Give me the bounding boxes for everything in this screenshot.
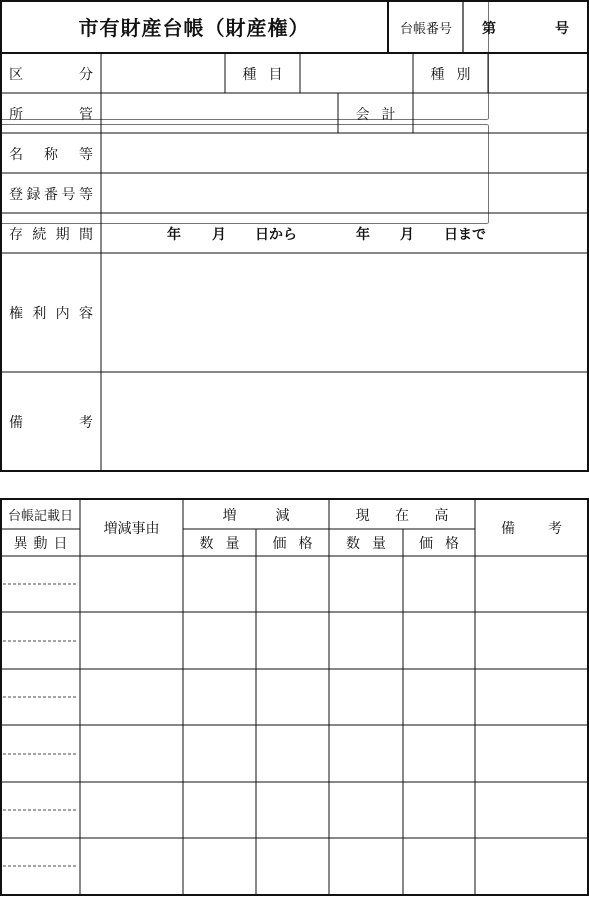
label-shubetsu: 種 別 — [430, 66, 483, 83]
header-ido-bi: 異 動 日 — [13, 535, 74, 552]
label-kubun: 区 分 — [9, 66, 93, 83]
meisho-input[interactable] — [103, 136, 586, 171]
label-sonzoku-kikan: 存 続 期 間 — [9, 226, 93, 243]
shokan-input[interactable] — [103, 96, 336, 131]
period-from: 日から — [255, 226, 297, 243]
kaikei-input[interactable] — [415, 96, 586, 131]
shumoku-input[interactable] — [302, 56, 411, 91]
period-until: 日まで — [444, 226, 486, 243]
shubetsu-input[interactable] — [490, 56, 586, 91]
header-zogen: 増 減 — [222, 507, 290, 524]
period-nen-2: 年 — [356, 226, 370, 243]
period-tsuki-1: 月 — [212, 226, 226, 243]
label-kaikei: 会 計 — [355, 106, 408, 123]
ledger-number-go: 号 — [555, 20, 569, 37]
header-biko-lower: 備 考 — [501, 521, 562, 537]
header-zogen-kakaku: 価 格 — [272, 535, 325, 552]
header-genzai-daka: 現 在 高 — [355, 507, 449, 524]
ledger-number-dai: 第 — [482, 20, 496, 37]
ledger-number-input[interactable] — [500, 15, 552, 39]
page-title: 市有財産台帳（財産権） — [78, 16, 310, 40]
period-tsuki-2: 月 — [400, 226, 414, 243]
kubun-input[interactable] — [103, 56, 223, 91]
header-zogen-suryo: 数 量 — [199, 535, 252, 552]
label-shumoku: 種 目 — [242, 66, 295, 83]
label-meisho: 名 称 等 — [9, 146, 93, 163]
header-zogen-jiyu: 増減事由 — [103, 521, 160, 537]
label-shokan: 所 管 — [9, 106, 93, 123]
label-kenri-naiyo: 権 利 内 容 — [9, 306, 93, 322]
label-toroku-bango: 登 録 番 号 等 — [9, 186, 93, 203]
header-genzai-kakaku: 価 格 — [419, 535, 471, 552]
label-biko-upper: 備 考 — [9, 414, 93, 431]
toroku-input[interactable] — [103, 176, 586, 211]
period-nen-1: 年 — [167, 226, 181, 243]
ledger-number-label: 台帳番号 — [399, 22, 452, 37]
header-genzai-suryo: 数 量 — [346, 535, 398, 552]
header-daicho-kisai-bi: 台帳記載日 — [7, 509, 73, 524]
